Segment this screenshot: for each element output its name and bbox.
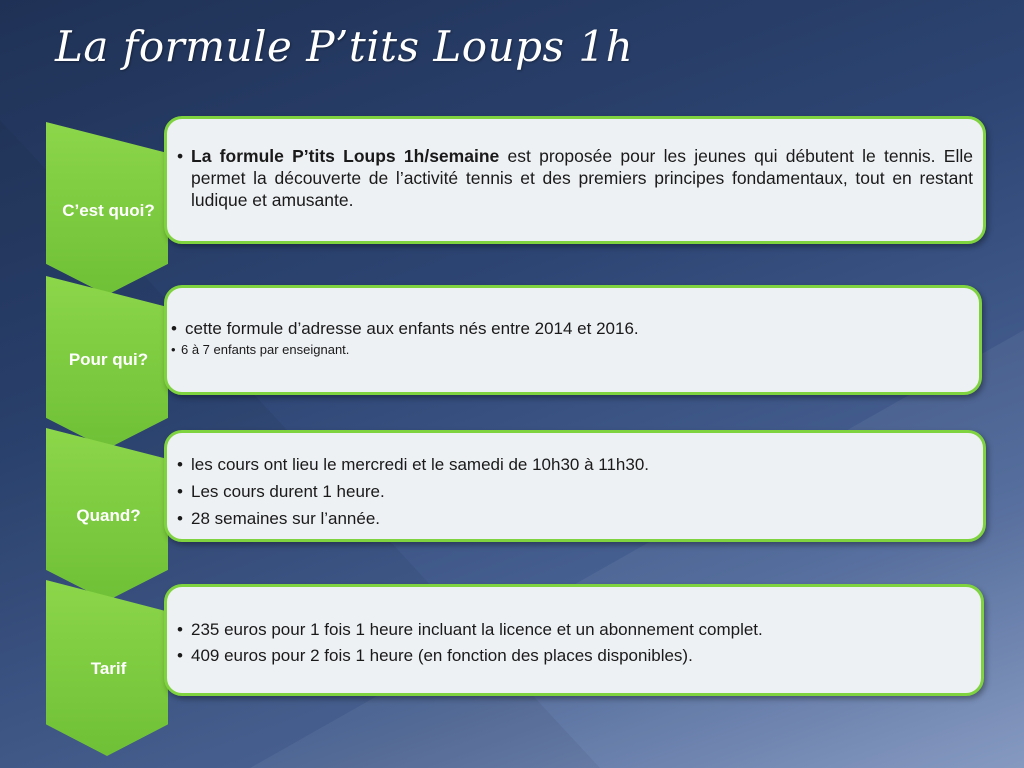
section-quand <box>46 428 986 603</box>
section-card <box>164 430 986 542</box>
section-card <box>164 285 982 395</box>
item-text: 409 euros pour 2 fois 1 heure (en fonction des places disponibles). <box>191 646 693 665</box>
list-item <box>177 617 971 643</box>
section-label: Pour qui? <box>68 350 149 369</box>
section-tarif <box>46 580 986 758</box>
section-label: Tarif <box>90 659 127 678</box>
section-cest-quoi <box>46 122 986 297</box>
item-text: les cours ont lieu le mercredi et le samedi de 10h30 à 11h30. <box>191 455 650 474</box>
section-pour-qui <box>46 276 986 451</box>
list-item <box>177 505 973 532</box>
list-item <box>177 451 973 478</box>
item-text: cette formule d’adresse aux enfants nés entre 2014 et 2016. <box>185 319 639 338</box>
item-text: 28 semaines sur l’année. <box>191 509 381 528</box>
list-item <box>171 340 969 360</box>
item-text: Les cours durent 1 heure. <box>191 482 385 501</box>
list-item <box>171 318 969 340</box>
item-bold-text: La formule P’tits Loups 1h/semaine <box>191 146 500 166</box>
list-item <box>177 478 973 505</box>
section-label: Quand? <box>76 506 141 525</box>
list-item <box>177 145 973 211</box>
list-item <box>177 643 971 669</box>
section-card <box>164 116 986 244</box>
slide-title: La formule P’tits Loups 1h <box>55 22 634 71</box>
section-label: C’est quoi? <box>62 201 155 220</box>
item-text: est proposée pour les jeunes qui débutent le tennis. Elle permet la découverte de l’activité tennis et des premiers principes fondamentaux, tout en restant ludique et amusante. <box>191 146 973 210</box>
item-text: 6 à 7 enfants par enseignant. <box>181 342 350 357</box>
item-text: 235 euros pour 1 fois 1 heure incluant la licence et un abonnement complet. <box>191 620 763 639</box>
section-card <box>164 584 984 696</box>
